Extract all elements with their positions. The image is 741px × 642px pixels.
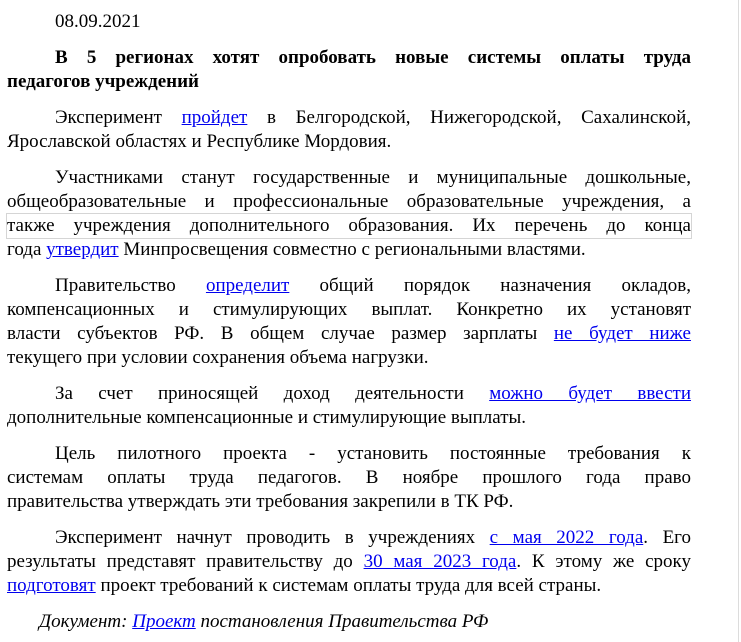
text-run: общеобразовательные и профессиональные образовательные учреждения, а	[7, 191, 691, 212]
paragraph-income-payments	[7, 382, 691, 430]
text-run: Документ:	[39, 611, 133, 632]
article-title	[7, 46, 691, 94]
inline-link[interactable]: пройдет	[181, 107, 248, 128]
paragraph-participants	[7, 166, 691, 262]
text-run: Эксперимент	[55, 107, 182, 128]
text-line	[7, 106, 691, 130]
inline-link[interactable]: утвердит	[46, 239, 119, 260]
text-run: В 5 регионах хотят опробовать новые системы оплаты труда	[55, 47, 691, 68]
text-run: проект требований к системам оплаты труда для всей страны.	[95, 575, 602, 596]
text-line	[7, 406, 691, 430]
text-line	[7, 46, 691, 70]
text-line	[7, 442, 691, 466]
text-run: общий порядок назначения окладов,	[289, 275, 692, 296]
paragraph-government-order	[7, 274, 691, 370]
text-run: Минпросвещения совместно с региональными властями.	[118, 239, 586, 260]
text-run: года	[7, 239, 47, 260]
text-run: также учреждения дополнительного образования. Их перечень до конца	[7, 215, 691, 236]
text-line	[7, 526, 691, 550]
text-line	[7, 382, 691, 406]
text-line	[7, 322, 691, 346]
text-line	[7, 610, 691, 634]
text-line	[7, 274, 691, 298]
text-line	[7, 238, 691, 262]
text-run: власти субъектов РФ. В общем случае размер зарплаты	[7, 323, 554, 344]
text-line	[7, 346, 691, 370]
inline-link[interactable]: можно будет ввести	[489, 383, 691, 404]
text-line	[7, 190, 691, 214]
text-run: текущего при условии сохранения объема нагрузки.	[7, 347, 429, 368]
text-run: За счет приносящей доход деятельности	[55, 383, 490, 404]
inline-link[interactable]: Проект	[132, 611, 196, 632]
inline-link[interactable]: с мая 2022 года	[489, 527, 644, 548]
text-run: компенсационных и стимулирующих выплат. Конкретно их установят	[7, 299, 691, 320]
text-run: Цель пилотного проекта - установить постоянные требования к	[55, 443, 691, 464]
text-run: Правительство	[55, 275, 206, 296]
inline-link[interactable]: определит	[205, 275, 290, 296]
text-line	[7, 166, 691, 190]
text-run: Участниками станут государственные и муниципальные дошкольные,	[55, 167, 691, 188]
text-run: . К этому же сроку	[516, 551, 692, 572]
text-run: постановления Правительства РФ	[195, 611, 489, 632]
text-run: правительства утверждать эти требования закрепили в ТК РФ.	[7, 491, 514, 512]
document-page	[7, 10, 691, 634]
window-edge-line	[738, 0, 739, 642]
text-run: системам оплаты труда педагогов. В ноябре прошлого года право	[7, 467, 691, 488]
text-line	[7, 10, 691, 34]
text-run: дополнительные компенсационные и стимулирующие выплаты.	[7, 407, 527, 428]
highlighted-line	[7, 214, 691, 238]
document-reference	[7, 610, 691, 634]
paragraph-pilot-goal	[7, 442, 691, 514]
text-run: педагогов учреждений	[7, 71, 199, 92]
text-line	[7, 574, 691, 598]
date-line	[7, 10, 691, 34]
text-line	[7, 70, 691, 94]
inline-link[interactable]: подготовят	[7, 575, 96, 596]
text-run: . Его	[643, 527, 691, 548]
paragraph-experiment-regions	[7, 106, 691, 154]
text-run: Ярославской областях и Республике Мордовия.	[7, 131, 392, 152]
inline-link[interactable]: не будет ниже	[553, 323, 691, 344]
text-line	[7, 298, 691, 322]
text-run: Эксперимент начнут проводить в учреждениях	[55, 527, 490, 548]
paragraph-timeline	[7, 526, 691, 598]
text-line	[7, 130, 691, 154]
text-line	[7, 490, 691, 514]
text-run: результаты представят правительству до	[7, 551, 364, 572]
inline-link[interactable]: 30 мая 2023 года	[363, 551, 517, 572]
text-run: в Белгородской, Нижегородской, Сахалинской,	[247, 107, 691, 128]
text-line	[7, 550, 691, 574]
text-run: 08.09.2021	[55, 11, 141, 32]
text-line	[7, 466, 691, 490]
